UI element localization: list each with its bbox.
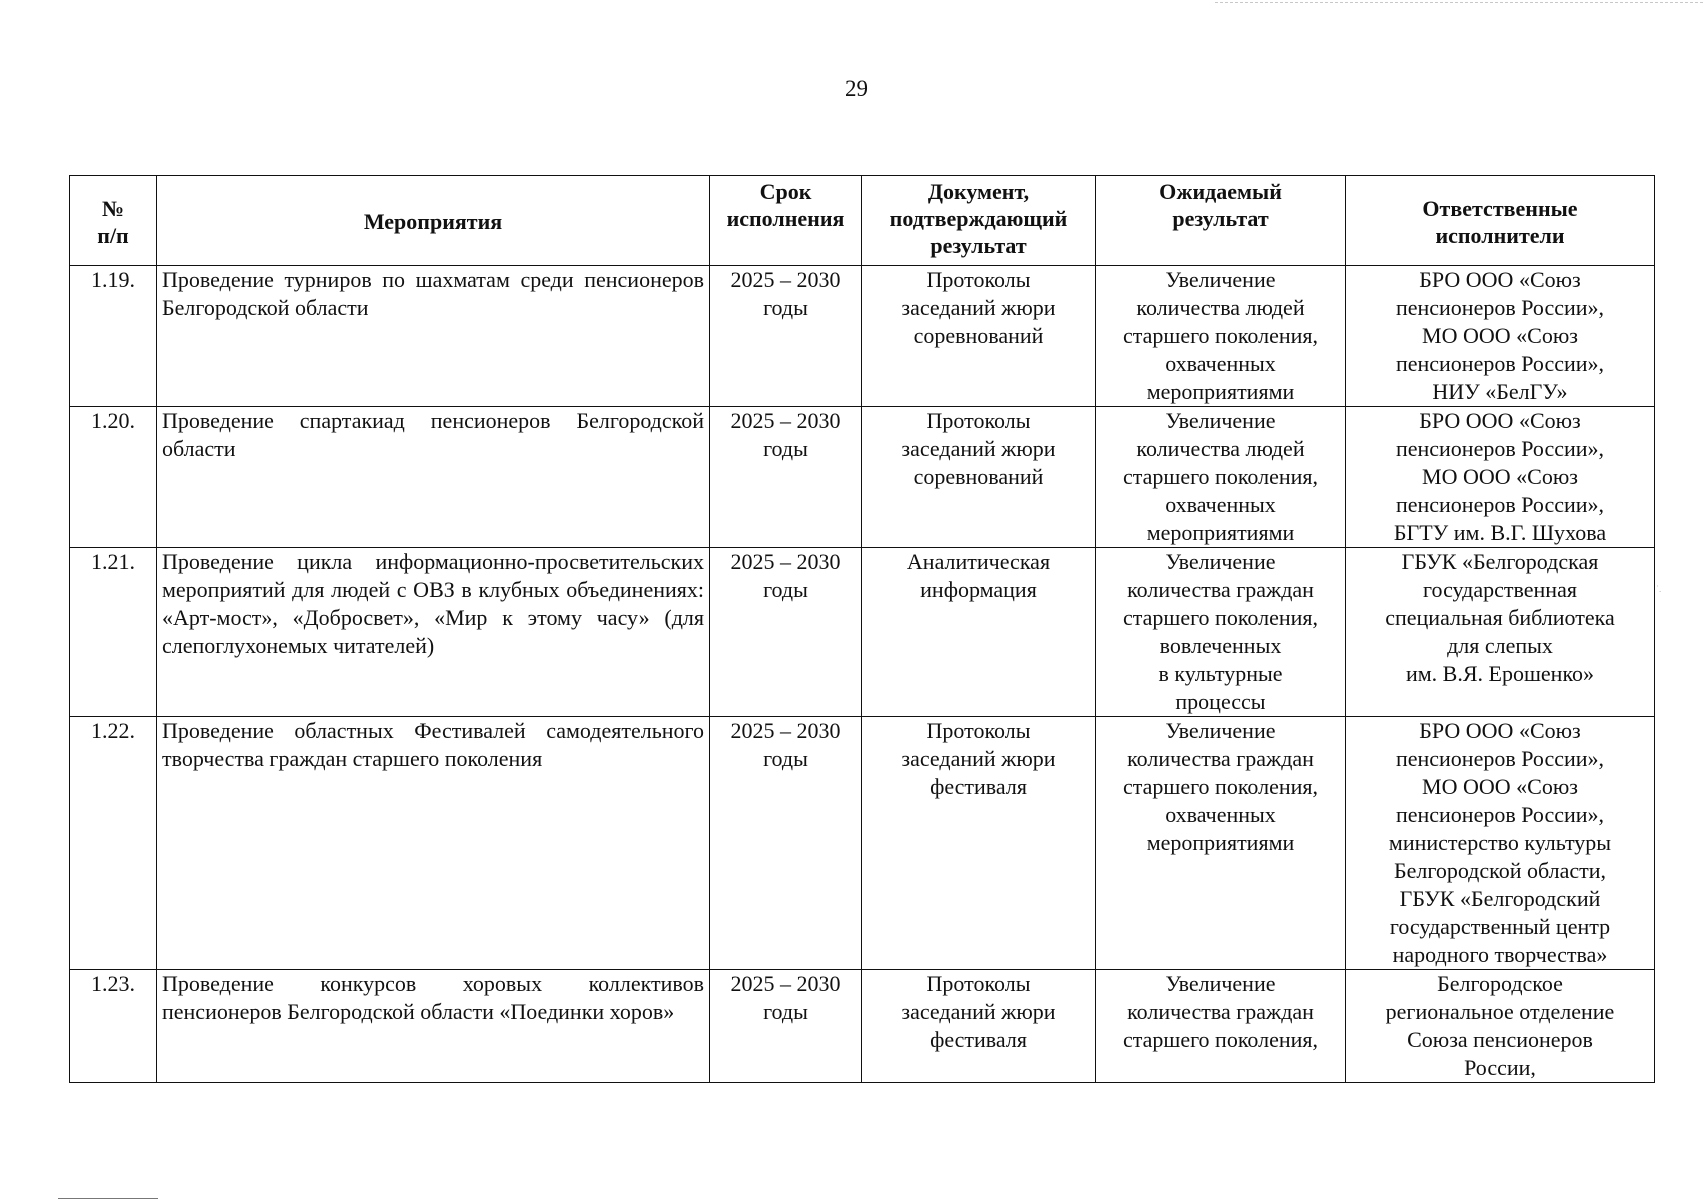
row-responsible: БРО ООО «Союз пенсионеров России», МО ООО «Союз пенсионеров России», НИУ «БелГУ»	[1346, 266, 1655, 407]
row-event: Проведение цикла информационно-просветительских мероприятий для людей с ОВЗ в клубных объединениях: «Арт-мост», «Добросвет», «Мир к этому часу» (для слепоглухонемых читателей)	[157, 548, 710, 717]
row-term: 2025 – 2030 годы	[710, 407, 862, 548]
row-result: Увеличение количества людей старшего поколения, охваченных мероприятиями	[1096, 266, 1346, 407]
top-scan-rule	[1215, 2, 1703, 3]
page-number: 29	[845, 76, 868, 101]
row-document: Аналитическая информация	[862, 548, 1096, 717]
header-result: Ожидаемый результат	[1096, 176, 1346, 266]
scan-artifact: ·˙.	[1653, 584, 1662, 594]
row-event: Проведение спартакиад пенсионеров Белгородской области	[157, 407, 710, 548]
header-document: Документ, подтверждающий результат	[862, 176, 1096, 266]
row-event: Проведение конкурсов хоровых коллективов пенсионеров Белгородской области «Поединки хоров»	[157, 970, 710, 1083]
row-responsible: БРО ООО «Союз пенсионеров России», МО ООО «Союз пенсионеров России», министерство культуры Белгородской области, ГБУК «Белгородский государственный центр народного творчества»	[1346, 717, 1655, 970]
row-responsible: БРО ООО «Союз пенсионеров России», МО ООО «Союз пенсионеров России», БГТУ им. В.Г. Шухова	[1346, 407, 1655, 548]
table-row	[70, 970, 1655, 1083]
table-row	[70, 548, 1655, 717]
table-row	[70, 266, 1655, 407]
row-number: 1.23.	[70, 970, 157, 1083]
row-result: Увеличение количества граждан старшего поколения, охваченных мероприятиями	[1096, 717, 1346, 970]
row-number: 1.22.	[70, 717, 157, 970]
row-term: 2025 – 2030 годы	[710, 266, 862, 407]
row-number: 1.21.	[70, 548, 157, 717]
header-term: Срок исполнения	[710, 176, 862, 266]
row-document: Протоколы заседаний жюри соревнований	[862, 266, 1096, 407]
row-term: 2025 – 2030 годы	[710, 548, 862, 717]
table-row	[70, 717, 1655, 970]
row-document: Протоколы заседаний жюри соревнований	[862, 407, 1096, 548]
row-document: Протоколы заседаний жюри фестиваля	[862, 970, 1096, 1083]
row-result: Увеличение количества граждан старшего поколения, вовлеченных в культурные процессы	[1096, 548, 1346, 717]
header-responsible: Ответственные исполнители	[1346, 176, 1655, 266]
row-event: Проведение турниров по шахматам среди пенсионеров Белгородской области	[157, 266, 710, 407]
table-header-row	[70, 176, 1655, 266]
row-term: 2025 – 2030 годы	[710, 717, 862, 970]
table-row	[70, 407, 1655, 548]
row-number: 1.19.	[70, 266, 157, 407]
row-responsible: ГБУК «Белгородская государственная специальная библиотека для слепых им. В.Я. Ерошенко»	[1346, 548, 1655, 717]
footnote-rule	[58, 1198, 158, 1199]
header-event: Мероприятия	[157, 176, 710, 266]
header-num: № п/п	[70, 176, 157, 266]
activities-table	[69, 175, 1655, 1083]
row-number: 1.20.	[70, 407, 157, 548]
row-result: Увеличение количества граждан старшего поколения,	[1096, 970, 1346, 1083]
row-result: Увеличение количества людей старшего поколения, охваченных мероприятиями	[1096, 407, 1346, 548]
row-document: Протоколы заседаний жюри фестиваля	[862, 717, 1096, 970]
row-event: Проведение областных Фестивалей самодеятельного творчества граждан старшего поколения	[157, 717, 710, 970]
row-responsible: Белгородское региональное отделение Союза пенсионеров России,	[1346, 970, 1655, 1083]
row-term: 2025 – 2030 годы	[710, 970, 862, 1083]
